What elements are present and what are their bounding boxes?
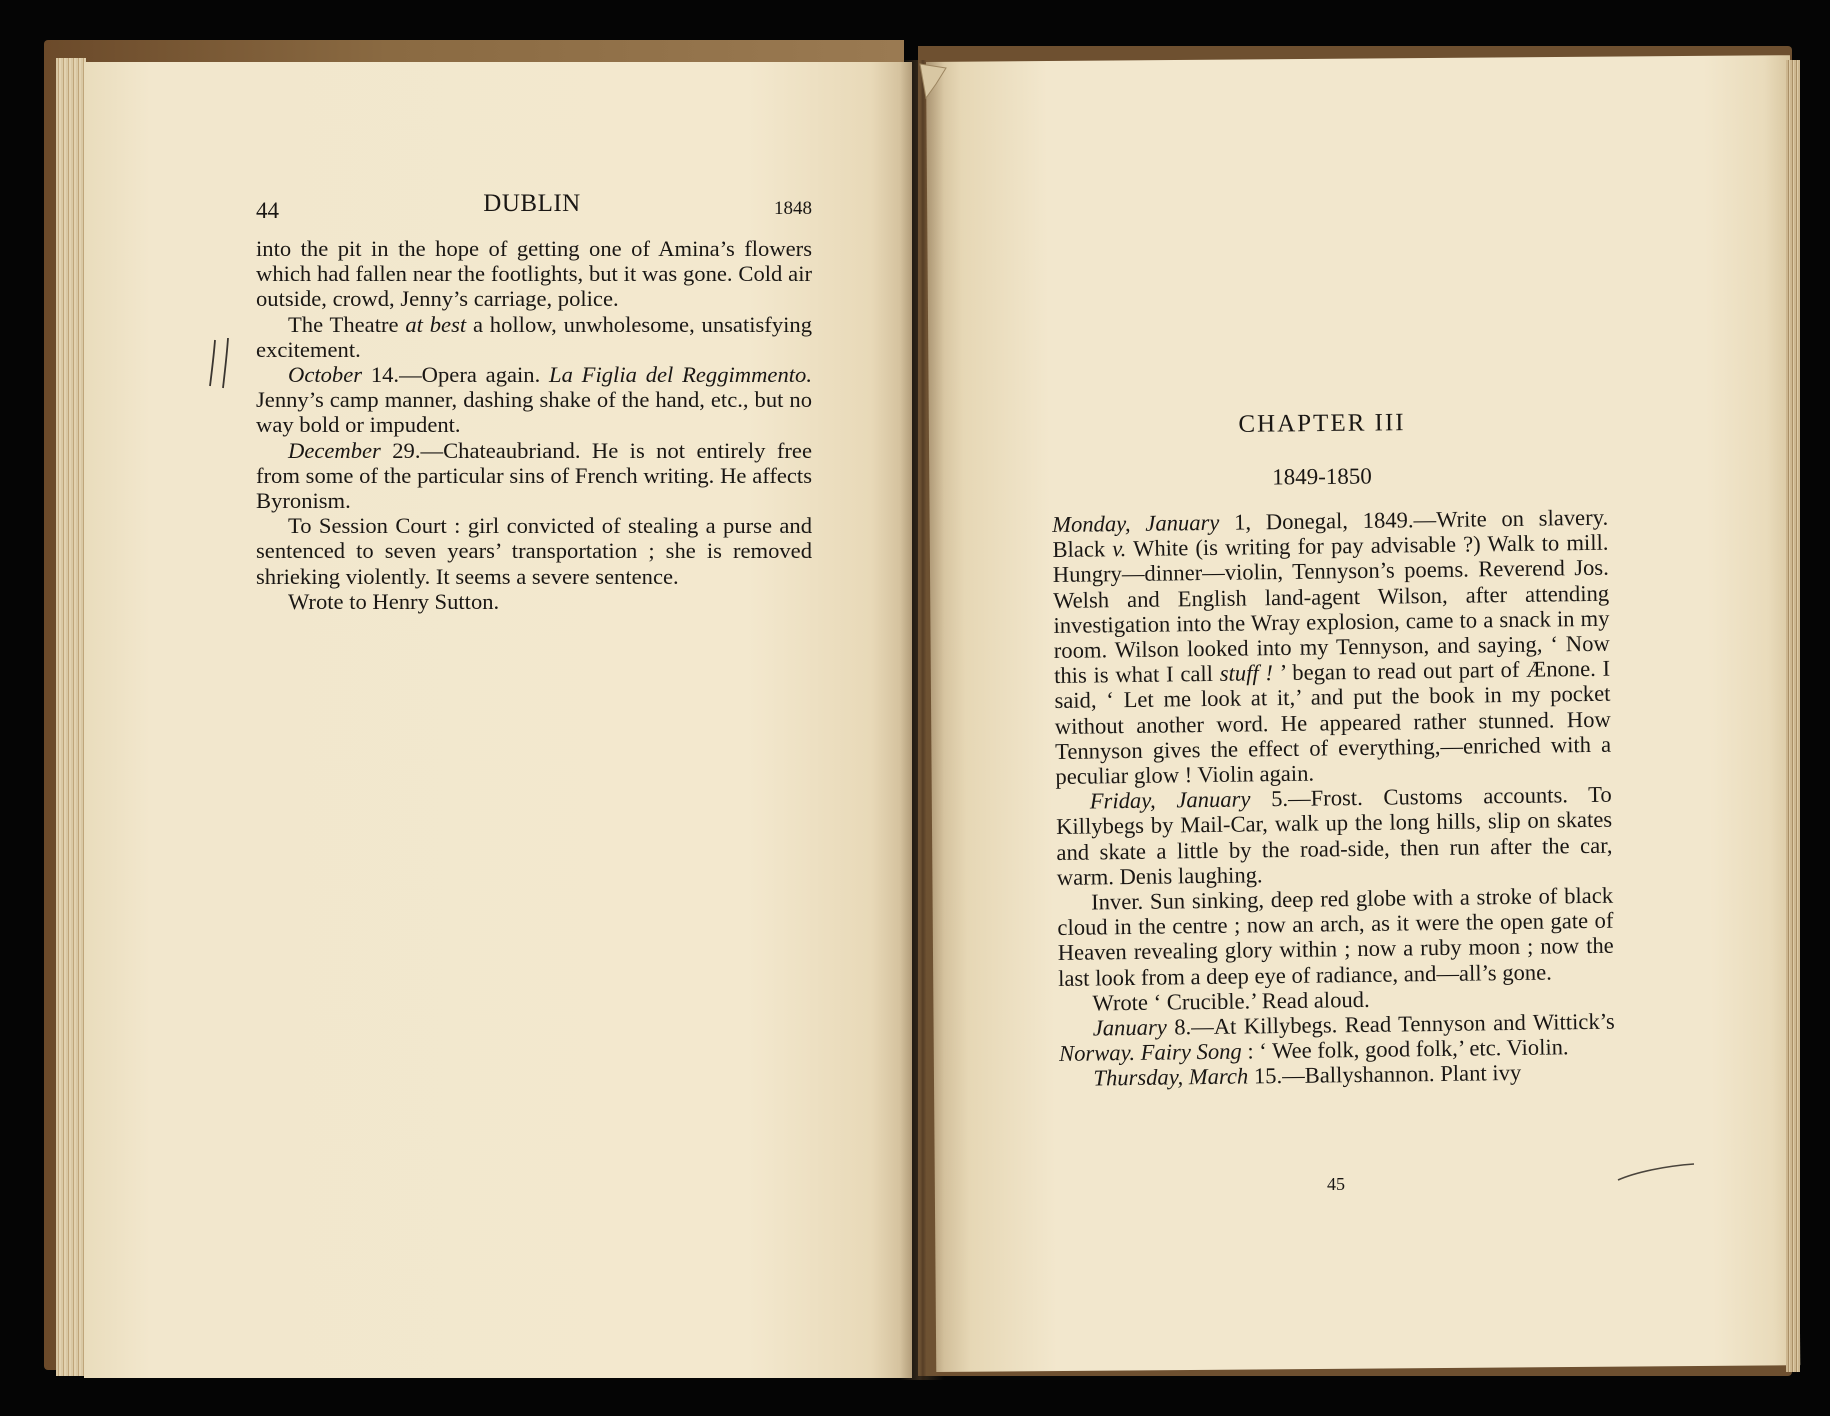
running-head-title: DUBLIN: [483, 190, 581, 217]
paragraph: [256, 513, 812, 589]
page-number-right: 45: [1327, 1174, 1345, 1194]
text-run: White (is writing for pay advisable ?) Walk to mill. Hungry—dinner—violin, Tennyson’s poems. Reverend Jos. Welsh and English land-agent Wilson, after attending investigation into the Wray explosion, came to a snack in my room. Wilson looked into my Tennyson, and saying, ‘ Now this is what I call: [1052, 529, 1610, 689]
page-number-left: 44: [256, 198, 279, 223]
left-page-text: [256, 236, 812, 614]
italic-text: v.: [1112, 536, 1127, 562]
paragraph: [256, 312, 812, 362]
paragraph: [1057, 883, 1614, 991]
text-run: Wrote ‘ Crucible.’ Read aloud.: [1092, 986, 1370, 1016]
text-run: 15.—Ballyshannon. Plant ivy: [1248, 1060, 1522, 1089]
text-run: : ‘ Wee folk, good folk,’ etc. Violin.: [1241, 1034, 1569, 1064]
book-gutter: [900, 60, 944, 1380]
text-run: Wrote to Henry Sutton.: [288, 588, 500, 614]
pencil-margin-mark-icon: [206, 336, 236, 390]
text-run: into the pit in the hope of getting one of Amina’s flowers which had fallen near the footlights, but it was gone. Cold air outside, crowd, Jenny’s carriage, police.: [256, 236, 812, 312]
text-run: 14.—Opera again.: [362, 362, 550, 388]
page-edges-right: [1786, 60, 1800, 1372]
text-run: 1, Donegal, 1849.—Write on slavery. Black: [1052, 504, 1609, 563]
text-run: Jenny’s camp manner, dashing shake of the hand, etc., but no way bold or impudent.: [256, 387, 812, 438]
italic-text: Norway.: [1058, 1040, 1136, 1067]
italic-text: December: [288, 437, 381, 463]
text-run: To Session Court : girl convicted of stealing a purse and sentenced to seven years’ transportation ; she is removed shrieking violently. It seems a severe sentence.: [256, 513, 812, 589]
paragraph: [1052, 505, 1612, 789]
italic-text: La Figlia del Reggimmento.: [549, 362, 812, 388]
page-edges-left: [56, 58, 86, 1376]
running-head: [252, 188, 812, 228]
text-run: 5.—Frost. Customs accounts. To Killybegs by Mail-Car, walk up the long hills, slip on skates and skate a little by the road-side, then run after the car, warm. Denis laughing.: [1055, 781, 1613, 890]
italic-text: Friday, January: [1089, 786, 1251, 814]
italic-text: January: [1092, 1014, 1167, 1041]
running-head-year: 1848: [774, 198, 812, 219]
italic-text: Monday, January: [1052, 509, 1220, 537]
chapter-title: CHAPTER III: [1238, 409, 1406, 438]
paragraph: [1056, 782, 1613, 890]
italic-text: Thursday, March: [1093, 1063, 1249, 1091]
text-run: 29.—Chateaubriand. He is not entirely free from some of the particular sins of French writing. He affects Byronism.: [256, 437, 812, 514]
text-run: a hollow, unwholesome, unsatisfying excitement.: [256, 311, 812, 362]
text-run: The Theatre: [288, 311, 406, 337]
italic-text: Fairy Song: [1140, 1038, 1242, 1066]
paragraph: [256, 362, 812, 438]
pencil-stroke-icon: [1616, 1160, 1696, 1184]
paragraph: [256, 589, 812, 614]
paragraph: [1059, 1009, 1616, 1067]
text-run: Inver. Sun sinking, deep red globe with a stroke of black cloud in the centre ; now an arch, as it were the open gate of Heaven revealing glory within ; now a ruby moon ; now the last look from a deep eye of radiance, and—all’s gone.: [1057, 882, 1614, 991]
text-run: 8.—At Killybegs. Read Tennyson and Wittick’s: [1166, 1008, 1615, 1040]
italic-text: October: [288, 362, 363, 388]
italic-text: at best: [405, 311, 467, 337]
text-run: ’ began to read out part of Ænone. I said, ‘ Let me look at it,’ and put the book in my pocket without another word. He appeared rather stunned. How Tennyson gives the effect of everything,—enriched with a peculiar glow ! Violin again.: [1054, 655, 1612, 790]
torn-corner-icon: [918, 62, 950, 102]
paragraph: [256, 438, 812, 514]
paragraph: [256, 236, 812, 312]
right-page-text: [1052, 505, 1616, 1092]
chapter-years: 1849-1850: [1272, 463, 1372, 490]
italic-text: stuff !: [1219, 660, 1274, 687]
